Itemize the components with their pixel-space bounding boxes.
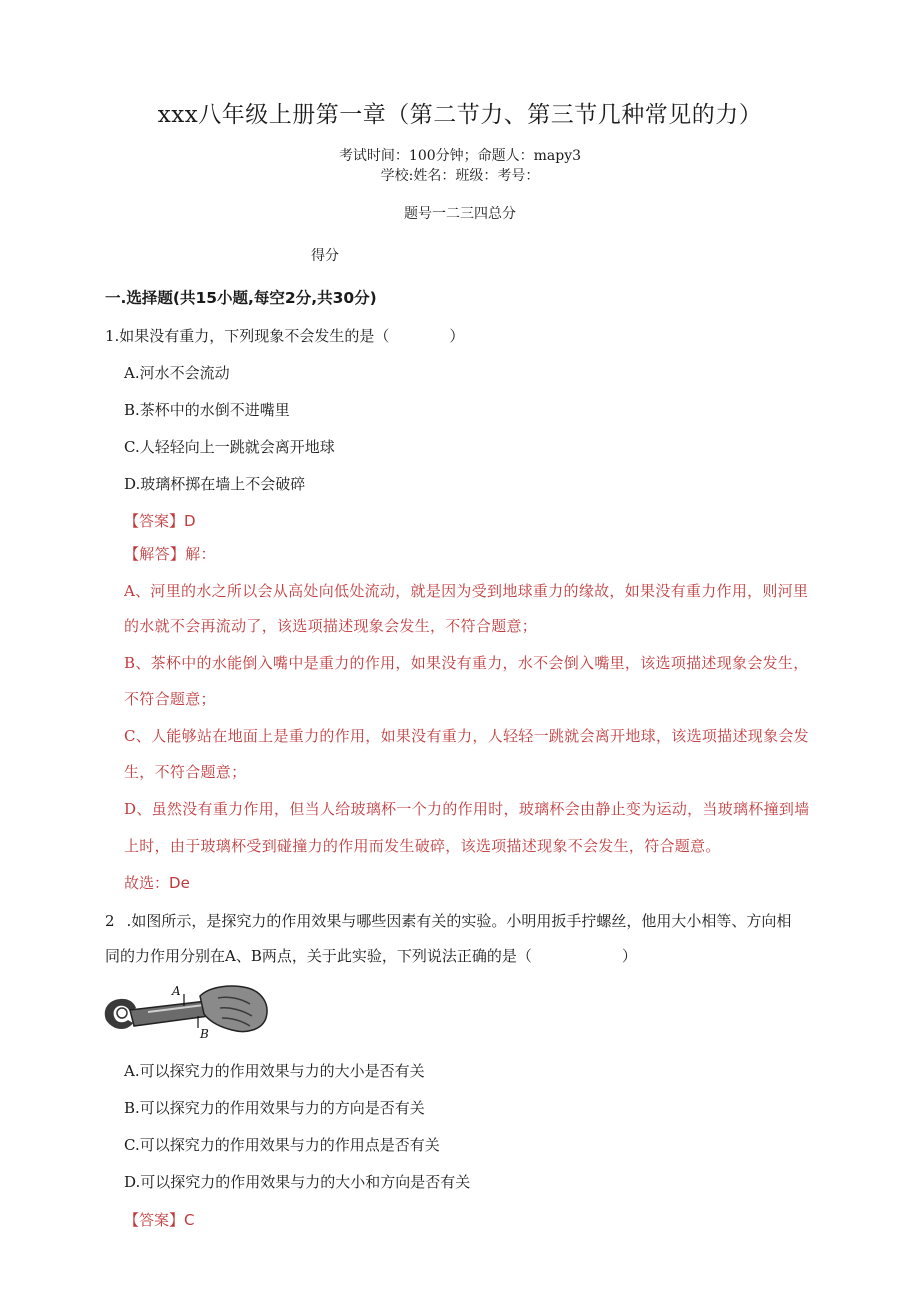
answer-value: C — [184, 1211, 195, 1229]
question-1-stem: 1.如果没有重力，下列现象不会发生的是（ ） — [105, 327, 465, 345]
question-2-option-d: D.可以探究力的作用效果与力的大小和方向是否有关 — [124, 1173, 471, 1191]
analysis-line: C、人能够站在地面上是重力的作用，如果没有重力，人轻轻一跳就会离开地球，该选项描述现象会发 — [124, 727, 809, 745]
question-2-stem-line-2: 同的力作用分别在A、B两点，关于此实验，下列说法正确的是（ ） — [105, 947, 637, 965]
question-1-option-d: D.玻璃杯掷在墙上不会破碎 — [124, 475, 306, 493]
figure-label-b: B — [200, 1027, 209, 1041]
school-info: 学校:姓名：班级：考号： — [380, 168, 540, 184]
question-2-option-b: B.可以探究力的作用效果与力的方向是否有关 — [124, 1099, 425, 1117]
score-row-label: 得分 — [311, 248, 339, 264]
analysis-line: 不符合题意； — [124, 690, 216, 708]
analysis-line: 生，不符合题意； — [124, 763, 247, 781]
question-2-option-a: A.可以探究力的作用效果与力的大小是否有关 — [124, 1062, 425, 1080]
question-1-option-a: A.河水不会流动 — [124, 364, 230, 382]
conclusion-label: 故选： — [124, 874, 170, 892]
question-2-answer — [124, 1209, 195, 1230]
figure-label-a: A — [172, 984, 181, 998]
analysis-line: A、河里的水之所以会从高处向低处流动，就是因为受到地球重力的缘故，如果没有重力作用，则河里 — [124, 582, 809, 600]
conclusion-value: De — [169, 874, 190, 892]
exam-info: 考试时间：100分钟；命题人：mapy3 — [338, 148, 582, 164]
answer-value: D — [184, 512, 196, 530]
question-1-answer — [124, 510, 196, 531]
question-1-conclusion — [124, 872, 190, 893]
wrench-figure — [100, 982, 272, 1042]
question-2-option-c: C.可以探究力的作用效果与力的作用点是否有关 — [124, 1136, 440, 1154]
question-1-option-c: C.人轻轻向上一跳就会离开地球 — [124, 438, 335, 456]
analysis-line: D、虽然没有重力作用，但当人给玻璃杯一个力的作用时，玻璃杯会由静止变为运动，当玻璃杯撞到墙 — [124, 800, 810, 818]
answer-label: 【答案】 — [124, 1211, 185, 1229]
analysis-line: 的水就不会再流动了，该选项描述现象会发生，不符合题意； — [124, 617, 538, 635]
document-title: xxx八年级上册第一章（第二节力、第三节几种常见的力） — [157, 102, 763, 128]
question-1-analysis-label: 【解答】解： — [124, 545, 216, 563]
answer-label: 【答案】 — [124, 512, 185, 530]
question-2-stem-line-1 — [105, 910, 791, 931]
analysis-line: B、茶杯中的水能倒入嘴中是重力的作用，如果没有重力，水不会倒入嘴里，该选项描述现象会发生， — [124, 654, 809, 672]
score-table-header: 题号一二三四总分 — [404, 206, 516, 222]
question-1-option-b: B.茶杯中的水倒不进嘴里 — [124, 401, 290, 419]
analysis-line: 上时，由于玻璃杯受到碰撞力的作用而发生破碎，该选项描述现象不会发生，符合题意。 — [124, 837, 721, 855]
section-title: 一.选择题(共15小题,每空2分,共30分) — [105, 289, 377, 307]
question-2-number: 2 — [105, 912, 115, 930]
question-2-stem-text: .如图所示，是探究力的作用效果与哪些因素有关的实验。小明用扳手拧螺丝，他用大小相等、方向相 — [126, 912, 792, 930]
